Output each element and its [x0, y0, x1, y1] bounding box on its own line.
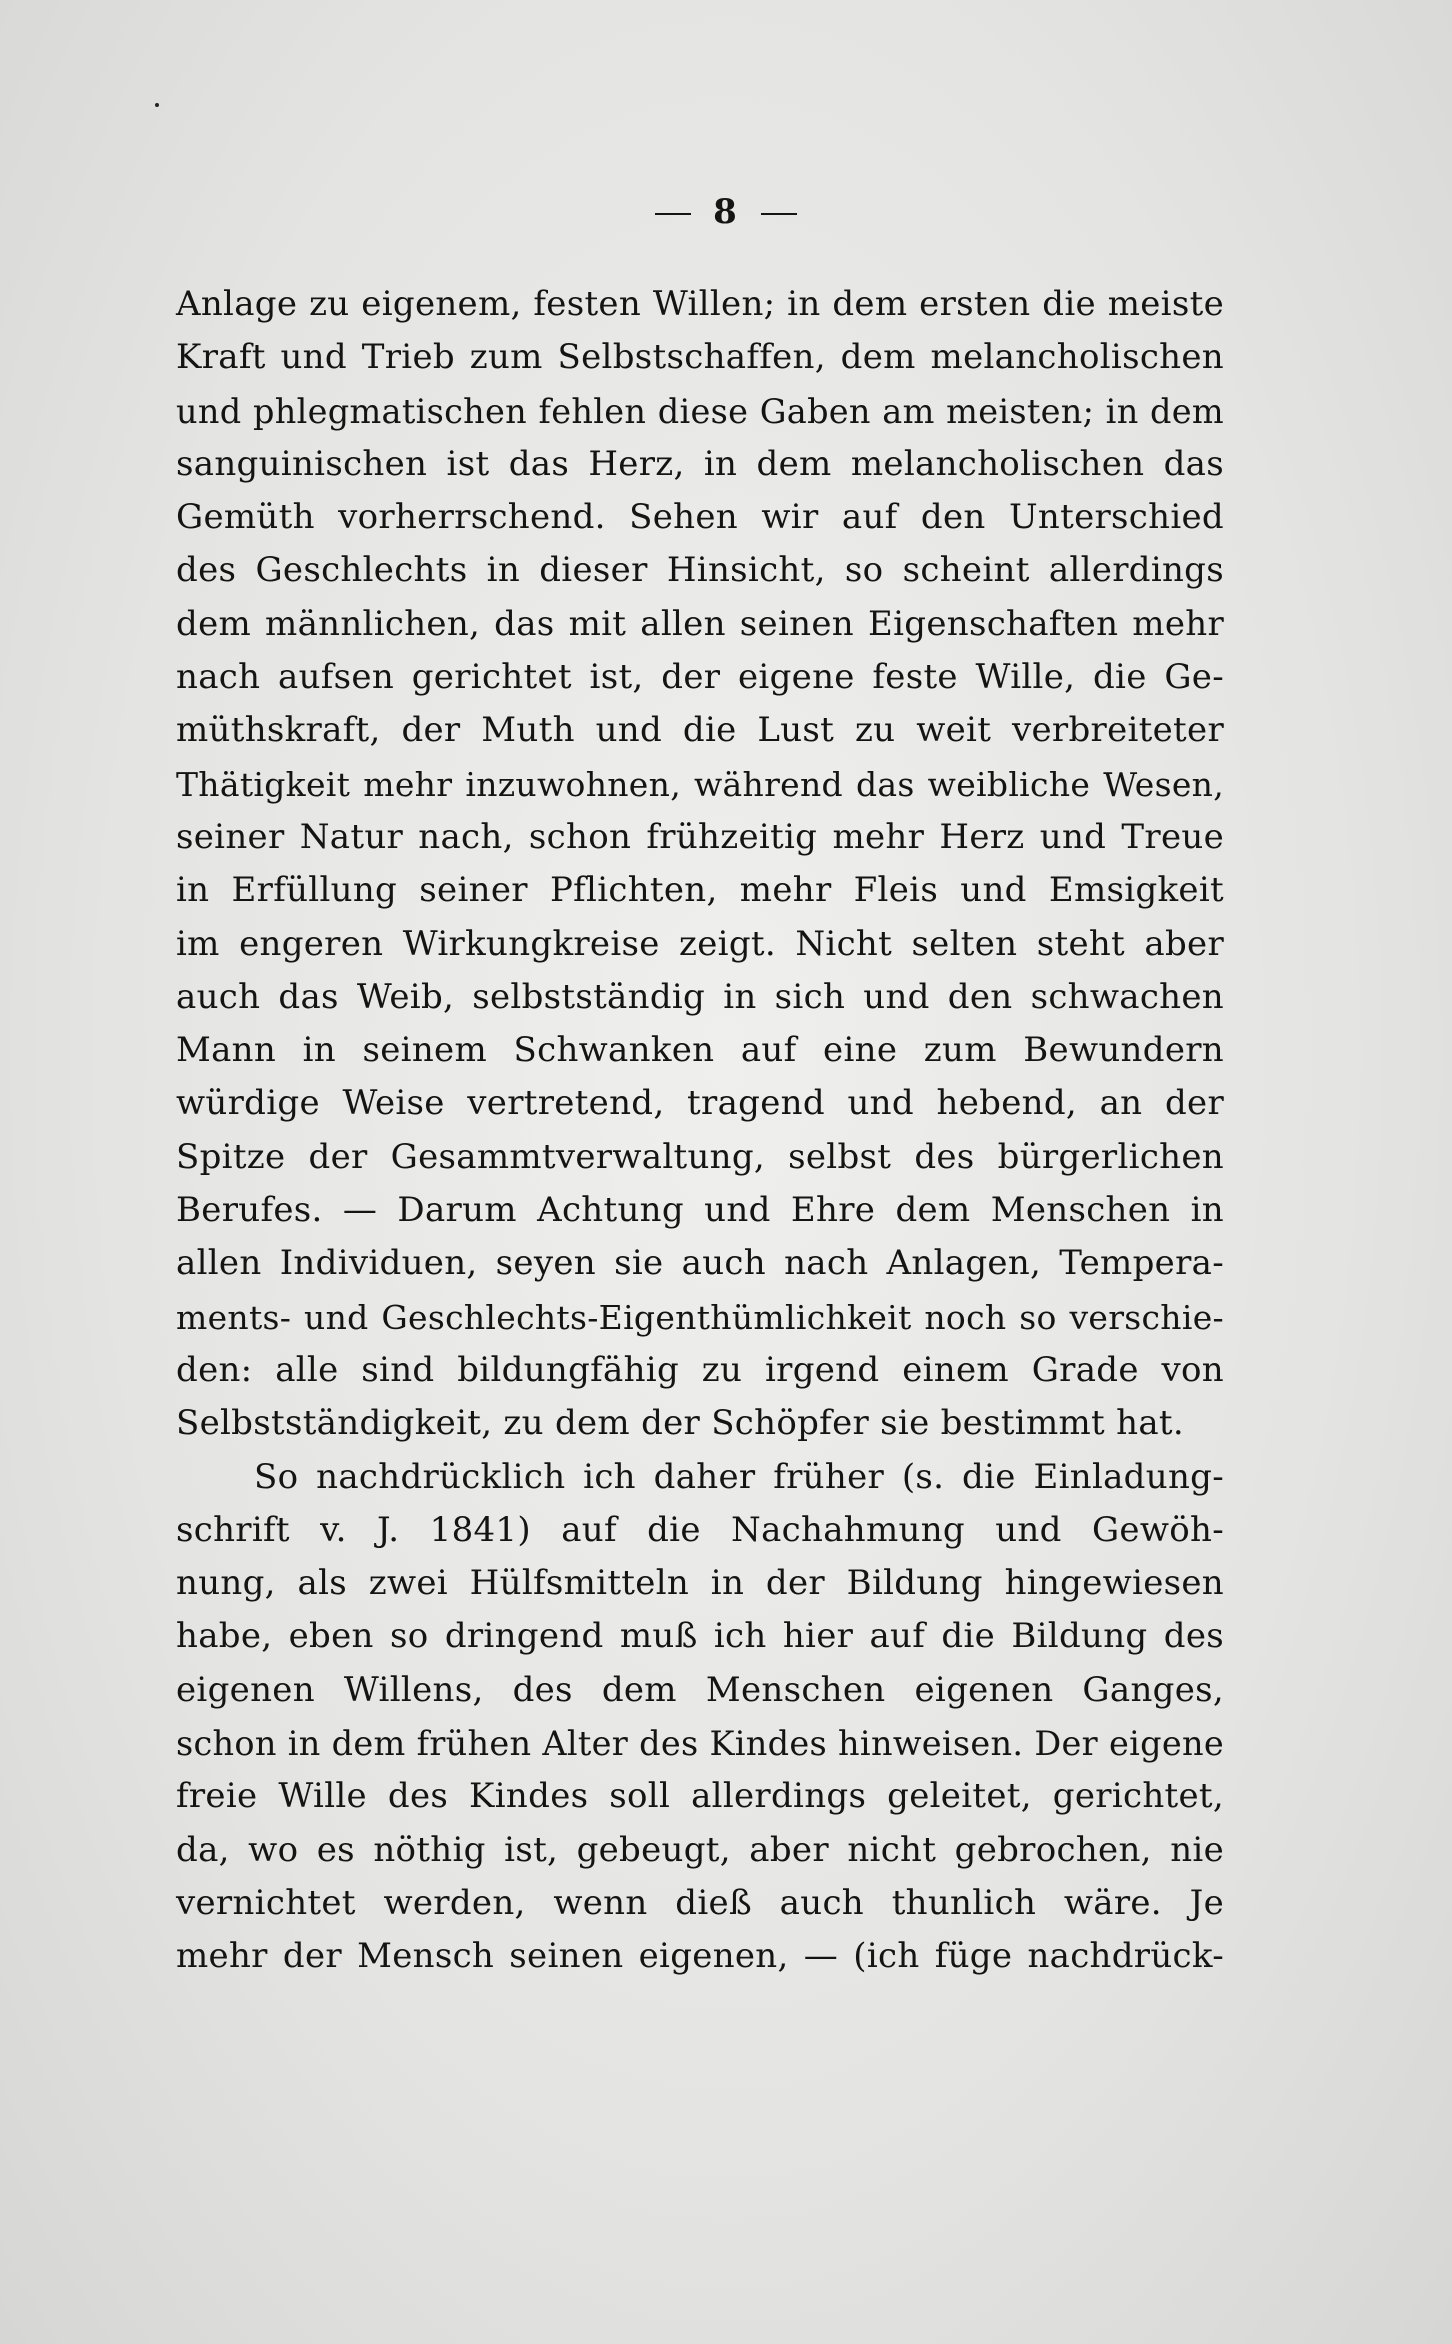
- text-line: Berufes. — Darum Achtung und Ehre dem Menschen in: [176, 1190, 1224, 1231]
- text-line: da, wo es nöthig ist, gebeugt, aber nicht gebrochen, nie: [176, 1829, 1224, 1870]
- text-line: allen Individuen, seyen sie auch nach Anlagen, Tempera-: [176, 1243, 1224, 1284]
- text-line: im engeren Wirkungkreise zeigt. Nicht selten steht aber: [176, 923, 1224, 964]
- text-line: sanguinischen ist das Herz, in dem melancholischen das: [176, 443, 1224, 484]
- text-line: würdige Weise vertretend, tragend und hebend, an der: [176, 1083, 1224, 1124]
- text-line: eigenen Willens, des dem Menschen eigenen Ganges,: [176, 1669, 1224, 1710]
- text-line: auch das Weib, selbstständig in sich und den schwachen: [176, 976, 1224, 1017]
- text-line: freie Wille des Kindes soll allerdings geleitet, gerichtet,: [176, 1776, 1224, 1817]
- text-line: nach aufsen gerichtet ist, der eigene feste Wille, die Ge-: [176, 657, 1224, 698]
- text-line: schon in dem frühen Alter des Kindes hinweisen. Der eigene: [176, 1724, 1224, 1764]
- text-line: den: alle sind bildungfähig zu irgend einem Grade von: [176, 1349, 1224, 1390]
- page-number-header: [0, 192, 1452, 232]
- text-line: Anlage zu eigenem, festen Willen; in dem ersten die meiste: [176, 284, 1224, 324]
- text-line: Gemüth vorherrschend. Sehen wir auf den Unterschied: [176, 497, 1224, 538]
- text-line: in Erfüllung seiner Pflichten, mehr Fleis und Emsigkeit: [176, 870, 1224, 911]
- text-line: des Geschlechts in dieser Hinsicht, so scheint allerdings: [176, 550, 1224, 591]
- text-line: Thätigkeit mehr inzuwohnen, während das weibliche Wesen,: [176, 764, 1224, 804]
- text-line: seiner Natur nach, schon frühzeitig mehr Herz und Treue: [176, 816, 1224, 857]
- text-line: müthskraft, der Muth und die Lust zu weit verbreiteter: [176, 710, 1224, 751]
- text-line: dem männlichen, das mit allen seinen Eigenschaften mehr: [176, 603, 1224, 644]
- right-dash: [761, 213, 797, 215]
- text-line: schrift v. J. 1841) auf die Nachahmung und Gewöh-: [176, 1509, 1224, 1550]
- text-line: habe, eben so dringend muß ich hier auf die Bildung des: [176, 1616, 1224, 1657]
- text-line: nung, als zwei Hülfsmitteln in der Bildung hingewiesen: [176, 1563, 1224, 1604]
- text-line: vernichtet werden, wenn dieß auch thunlich wäre. Je: [176, 1882, 1224, 1923]
- text-line: Selbstständigkeit, zu dem der Schöpfer sie bestimmt hat.: [176, 1403, 1184, 1444]
- text-line: ments- und Geschlechts-Eigenthümlichkeit noch so verschie-: [176, 1297, 1224, 1337]
- text-line: Mann in seinem Schwanken auf eine zum Bewundern: [176, 1030, 1224, 1071]
- text-line: mehr der Mensch seinen eigenen, — (ich füge nachdrück-: [176, 1936, 1224, 1977]
- text-line: und phlegmatischen fehlen diese Gaben am meisten; in dem: [176, 391, 1224, 431]
- text-line: So nachdrücklich ich daher früher (s. die Einladung-: [254, 1456, 1224, 1497]
- ink-speck: [155, 103, 159, 107]
- page-number: 8: [713, 192, 739, 232]
- text-line: Spitze der Gesammtverwaltung, selbst des bürgerlichen: [176, 1136, 1224, 1177]
- text-line: Kraft und Trieb zum Selbstschaffen, dem melancholischen: [176, 337, 1224, 378]
- body-text: [176, 278, 1224, 1984]
- left-dash: [655, 213, 691, 215]
